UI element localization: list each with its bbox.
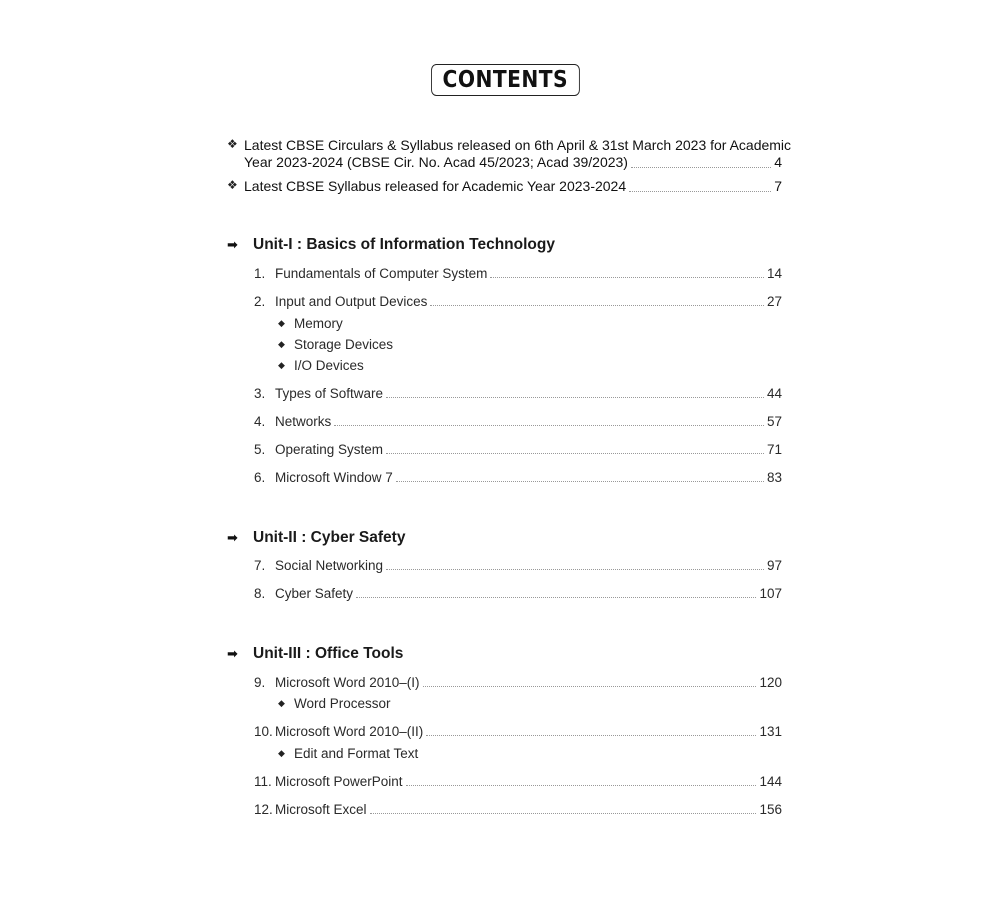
page-number: 27 xyxy=(766,294,782,309)
diamond-bullet-icon: ◆ xyxy=(278,318,285,328)
chapter-row[interactable] xyxy=(254,774,782,789)
subtopic-item xyxy=(278,696,391,711)
chapter-row[interactable] xyxy=(254,386,782,401)
unit-title: Unit-III : Office Tools xyxy=(253,645,404,662)
subtopic-item xyxy=(278,358,364,373)
chapter-row[interactable] xyxy=(254,586,782,601)
chapter-row[interactable] xyxy=(254,724,782,739)
chapter-number: 8. xyxy=(254,586,266,601)
chapter-row[interactable] xyxy=(254,470,782,485)
unit-title: Unit-I : Basics of Information Technology xyxy=(253,236,555,253)
chapter-number: 4. xyxy=(254,414,266,429)
page-number: 144 xyxy=(759,774,782,789)
chapter-title: Microsoft Word 2010–(I) xyxy=(275,675,420,690)
subtopic-label: Edit and Format Text xyxy=(294,746,419,761)
page-number: 57 xyxy=(766,414,782,429)
page-number: 131 xyxy=(759,724,782,739)
chapter-number: 9. xyxy=(254,675,266,690)
chapter-number: 3. xyxy=(254,386,266,401)
subtopic-label: Memory xyxy=(294,316,343,331)
chapter-row[interactable] xyxy=(254,802,782,817)
unit-heading xyxy=(227,529,405,547)
diamond-dots-icon: ❖ xyxy=(227,178,238,192)
subtopic-label: I/O Devices xyxy=(294,358,364,373)
subtopic-item xyxy=(278,316,343,331)
unit-heading xyxy=(227,645,403,663)
top-item-line1: Latest CBSE Circulars & Syllabus released on 6th April & 31st March 2023 for Academic xyxy=(244,137,792,153)
chapter-title: Fundamentals of Computer System xyxy=(275,266,488,281)
chapter-number: 5. xyxy=(254,442,266,457)
page-number: 71 xyxy=(766,442,782,457)
chapter-title: Social Networking xyxy=(275,558,384,573)
page-number: 120 xyxy=(759,675,782,690)
subtopic-label: Storage Devices xyxy=(294,337,394,352)
unit-title: Unit-II : Cyber Safety xyxy=(253,529,406,546)
dot-leader xyxy=(386,568,764,570)
chapter-title: Microsoft Excel xyxy=(275,802,367,817)
chapter-number: 7. xyxy=(254,558,266,573)
heavy-right-arrow-icon: ➡ xyxy=(227,530,238,545)
diamond-bullet-icon: ◆ xyxy=(278,339,285,349)
subtopic-item xyxy=(278,337,393,352)
chapter-row[interactable] xyxy=(254,266,782,281)
heavy-right-arrow-icon: ➡ xyxy=(227,646,238,661)
diamond-dots-icon: ❖ xyxy=(227,137,238,151)
title-container xyxy=(0,64,1000,96)
chapter-row[interactable] xyxy=(254,442,782,457)
chapter-title: Networks xyxy=(275,414,332,429)
chapter-number: 2. xyxy=(254,294,266,309)
chapter-row[interactable] xyxy=(254,558,782,573)
page-title: CONTENTS xyxy=(431,64,579,96)
page-number: 4 xyxy=(774,154,782,170)
chapter-row[interactable] xyxy=(254,414,782,429)
subtopic-label: Word Processor xyxy=(294,696,391,711)
chapter-title: Cyber Safety xyxy=(275,586,354,601)
chapter-title: Microsoft PowerPoint xyxy=(275,774,403,789)
page-number: 7 xyxy=(774,178,782,194)
dot-leader xyxy=(334,424,764,426)
dot-leader xyxy=(430,304,764,306)
heavy-right-arrow-icon: ➡ xyxy=(227,237,238,252)
dot-leader xyxy=(406,784,757,786)
chapter-number: 6. xyxy=(254,470,266,485)
page-number: 44 xyxy=(766,386,782,401)
dot-leader xyxy=(426,734,756,736)
diamond-bullet-icon: ◆ xyxy=(278,698,285,708)
dot-leader xyxy=(396,480,764,482)
dot-leader xyxy=(356,596,756,598)
chapter-number: 1. xyxy=(254,266,266,281)
dot-leader xyxy=(490,276,764,278)
page-number: 97 xyxy=(766,558,782,573)
chapter-title: Operating System xyxy=(275,442,384,457)
chapter-title: Microsoft Word 2010–(II) xyxy=(275,724,424,739)
dot-leader xyxy=(370,812,757,814)
chapter-title: Types of Software xyxy=(275,386,384,401)
chapter-number: 10. xyxy=(254,724,273,739)
subtopic-item xyxy=(278,746,418,761)
chapter-number: 12. xyxy=(254,802,273,817)
dot-leader xyxy=(629,190,771,192)
top-item[interactable] xyxy=(227,137,792,173)
page-number: 156 xyxy=(759,802,782,817)
top-item-line2: Year 2023-2024 (CBSE Cir. No. Acad 45/2023; Acad 39/2023) xyxy=(244,154,628,170)
dot-leader xyxy=(423,685,757,687)
page-number: 83 xyxy=(766,470,782,485)
diamond-bullet-icon: ◆ xyxy=(278,360,285,370)
unit-heading xyxy=(227,236,555,254)
top-item-title: Latest CBSE Syllabus released for Academic Year 2023-2024 xyxy=(244,178,627,194)
dot-leader xyxy=(386,396,764,398)
top-item[interactable] xyxy=(227,178,782,196)
chapter-title: Microsoft Window 7 xyxy=(275,470,393,485)
diamond-bullet-icon: ◆ xyxy=(278,748,285,758)
chapter-number: 11. xyxy=(254,774,272,789)
chapter-row[interactable] xyxy=(254,294,782,309)
page-number: 107 xyxy=(759,586,782,601)
chapter-row[interactable] xyxy=(254,675,782,690)
dot-leader xyxy=(386,452,764,454)
chapter-title: Input and Output Devices xyxy=(275,294,428,309)
page-number: 14 xyxy=(766,266,782,281)
dot-leader xyxy=(631,166,771,168)
